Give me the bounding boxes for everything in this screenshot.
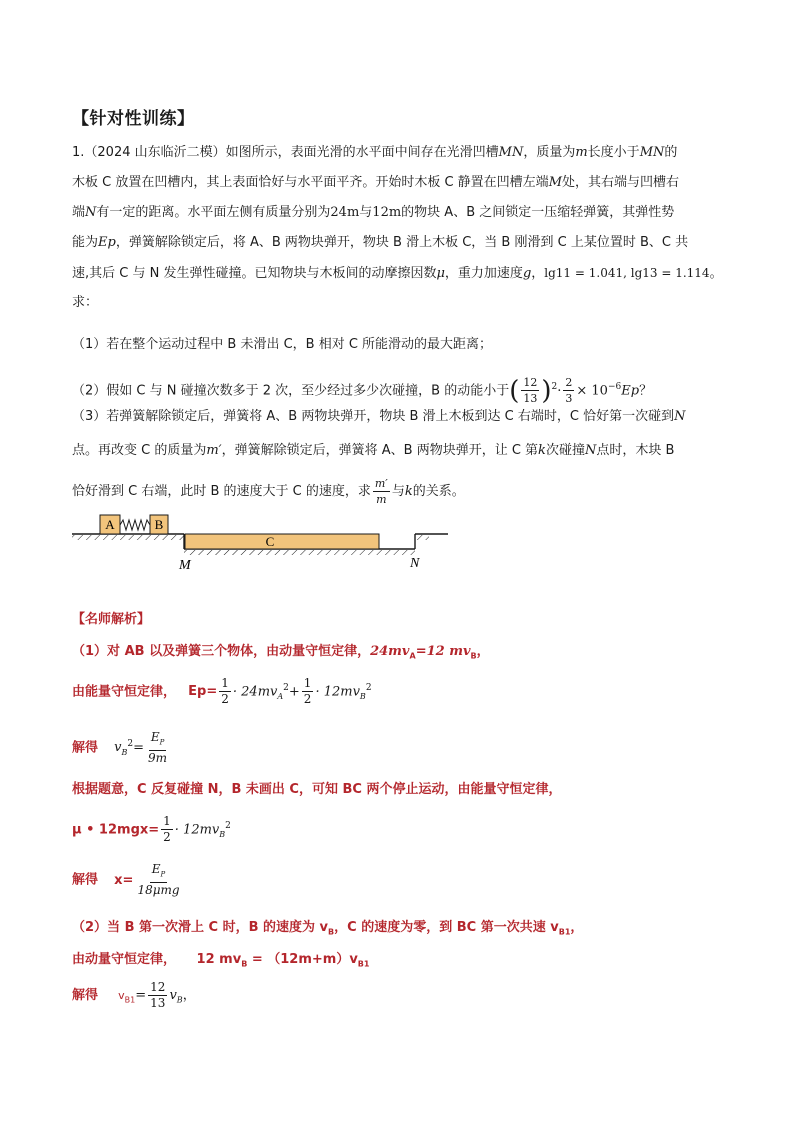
physics-diagram: [70, 505, 460, 575]
problem-line-4: [72, 228, 732, 258]
text: x=: [114, 872, 134, 888]
text: 长度小于: [587, 145, 640, 160]
num: 12: [523, 376, 538, 390]
math-12m: 12m: [372, 205, 402, 220]
board-C: [185, 534, 379, 549]
problem-number: 1.: [72, 145, 85, 160]
math-N: N: [584, 443, 597, 458]
text: （2）当 B 第一次滑上 C 时，B 的速度为 v: [72, 920, 329, 935]
den: 18μmg: [137, 883, 180, 898]
sup: 2: [283, 683, 289, 693]
text: 点时，木块 B: [596, 443, 675, 458]
text: 由能量守恒定律，: [72, 684, 177, 700]
plus: +: [288, 684, 300, 700]
text: 12 mv: [196, 952, 242, 967]
text: 与: [359, 205, 373, 220]
problem-line-2: [72, 168, 732, 198]
sub: A: [409, 651, 416, 661]
sub: B: [176, 995, 183, 1005]
num: 1: [221, 676, 229, 691]
sub: B: [219, 829, 226, 839]
num: m′: [374, 477, 388, 490]
question-3-line-3: [72, 476, 732, 507]
solution-line-8: [72, 945, 732, 980]
text: 的: [664, 145, 678, 160]
den: 2: [303, 692, 312, 707]
sub: B: [328, 927, 335, 937]
exp: −6: [607, 382, 622, 392]
num: 2: [565, 376, 573, 390]
solution-line-5: [72, 808, 732, 853]
math-mprime: m′: [206, 443, 222, 458]
sup: 2: [365, 683, 372, 693]
sub: A: [277, 691, 284, 701]
board-C-label: C: [265, 534, 275, 549]
sub: B1: [124, 995, 136, 1005]
math: 24mv: [370, 644, 410, 659]
text: 解得: [72, 872, 99, 888]
text: 点。再改变 C 的质量为: [72, 443, 207, 458]
question-1: （1）若在整个运动过程中 B 未滑出 C，B 相对 C 所能滑动的最大距离；: [72, 337, 493, 352]
text: ，质量为: [523, 145, 576, 160]
left-hatch: [72, 535, 184, 540]
frac-mprime-m: [373, 476, 390, 507]
math: · 12mv: [174, 822, 220, 838]
math-k: k: [538, 443, 546, 458]
text: 速,其后 C 与 N 发生弹性碰撞。已知物块与木板间的动摩擦因数: [72, 266, 437, 281]
text: ，: [182, 988, 196, 1003]
math-mu: μ: [436, 266, 445, 281]
frac-half: [219, 676, 231, 707]
label-M: M: [179, 558, 191, 573]
solution-line-3: 解得 $v_B^2=$ $\frac{E_P}{9m}$: [72, 729, 168, 766]
text: 木板 C 放置在凹槽内，其上表面恰好与水平面平齐。开始时木板 C 静置在凹槽左端: [72, 175, 549, 190]
text: 处，其右端与凹槽右: [562, 175, 680, 190]
math-Ep: Ep: [98, 235, 116, 250]
right-hatch: [415, 535, 429, 540]
text: 次碰撞: [545, 443, 585, 458]
den: m: [376, 493, 387, 506]
num: 1: [303, 676, 312, 691]
text: 如图所示，表面光滑的水平面中间存在光滑凹槽: [225, 145, 499, 160]
math-g: g: [522, 266, 532, 281]
math: · 24mv: [232, 684, 278, 700]
math-Ep: Ep: [621, 383, 640, 399]
frac-half: [161, 814, 173, 845]
frac-12-13: [148, 980, 167, 1011]
math-MN: MN: [498, 145, 524, 160]
math-v: v: [118, 989, 125, 1002]
text: 与: [391, 484, 405, 499]
num: 12: [150, 980, 166, 994]
groove-hatch: [184, 550, 415, 555]
solution-line-9: 解得 $v_{B1}=$ $\frac{12}{13}$ $v_B$，: [72, 980, 196, 1010]
question-3-line-1: [72, 402, 732, 432]
math-v: v: [114, 740, 122, 756]
spring: [120, 520, 150, 530]
text: Ep=: [188, 684, 218, 700]
text: × 10: [576, 383, 608, 399]
den: 2: [221, 692, 229, 707]
text: ，C 的速度为零，到 BC 第一次共速 v: [334, 920, 559, 935]
sup: 2: [127, 739, 134, 749]
num: $E_P$: [150, 862, 167, 883]
text: 解得: [72, 740, 99, 756]
num: $E_P$: [149, 730, 166, 751]
den: 13: [523, 392, 538, 406]
label-N: N: [410, 556, 420, 571]
text: μ • 12mgx=: [72, 822, 160, 838]
text: = （12m+m）v: [247, 952, 358, 967]
block-B-label: B: [154, 517, 164, 532]
problem-line-6: 求：: [72, 295, 99, 310]
solution-header: 【名师解析】: [72, 612, 151, 627]
math-N: N: [674, 409, 686, 424]
paren: (: [509, 375, 520, 406]
text: （1）对 AB 以及弹簧三个物体，由动量守恒定律，: [72, 644, 371, 659]
math-M: M: [548, 175, 562, 190]
sup: 2: [225, 821, 231, 831]
frac-Ep-18umg: [135, 862, 181, 898]
section-title: 【针对性训练】: [72, 109, 195, 129]
frac-half: [302, 676, 314, 707]
dot: ·: [557, 383, 562, 399]
math-k: k: [404, 484, 413, 499]
text: 。: [709, 266, 723, 281]
text: ，: [531, 266, 545, 281]
math-m: m: [575, 145, 588, 160]
sub: B: [241, 959, 248, 969]
frac-Ep-9m: [146, 730, 169, 766]
solution-line-4: 根据题意，C 反复碰撞 N，B 未画出 C，可知 BC 两个停止运动，由能量守恒定律，: [72, 782, 562, 797]
text: 的物块 A、B 之间锁定一压缩轻弹簧，其弹性势: [401, 205, 675, 220]
text: 恰好滑到 C 右端，此时 B 的速度大于 C 的速度，求: [72, 484, 371, 499]
text: ，: [476, 644, 490, 659]
problem-line-5: [72, 258, 732, 289]
math-v: v: [169, 988, 177, 1003]
den: 3: [565, 392, 573, 406]
E: E: [151, 862, 161, 876]
sub: B1: [357, 959, 370, 969]
text: 能为: [72, 235, 99, 250]
paren: ): [541, 375, 552, 406]
block-A-label: A: [105, 517, 115, 532]
text: ，重力加速度: [444, 266, 523, 281]
problem-line-1: [72, 138, 732, 168]
num: 1: [163, 814, 171, 829]
text: （2）假如 C 与 N 碰撞次数多于 2 次，至少经过多少次碰撞，B 的动能小于: [72, 383, 510, 399]
sub: B1: [558, 927, 571, 937]
text: ，: [570, 920, 584, 935]
text: ，弹簧解除锁定后，将 A、B 两物块弹开，物块 B 滑上木板 C，当 B 刚滑到 C 上某位置时 B、C 共: [115, 235, 689, 250]
solution-line-1: [72, 637, 732, 672]
text: 有一定的距离。水平面左侧有质量分别为: [96, 205, 331, 220]
den: 9m: [148, 751, 168, 766]
den: 13: [150, 996, 166, 1010]
math-N: N: [85, 205, 97, 220]
text: 端: [72, 205, 86, 220]
text: 解得: [72, 988, 99, 1003]
problem-line-3: [72, 198, 732, 228]
solution-line-6: [72, 862, 732, 899]
solution-line-2: [72, 670, 732, 715]
text: ？: [639, 383, 653, 399]
text: 由动量守恒定律，: [72, 952, 177, 967]
math-24m: 24m: [330, 205, 360, 220]
sub: B: [470, 651, 477, 661]
math-MN: MN: [639, 145, 665, 160]
solution-line-7: [72, 913, 732, 948]
text: 的关系。: [412, 484, 465, 499]
math-lg: lg11 = 1.041, lg13 = 1.114: [544, 266, 710, 280]
exp: 2: [551, 382, 558, 392]
E: E: [150, 729, 160, 744]
math: =12 mv: [415, 644, 471, 659]
text: （3）若弹簧解除锁定后，弹簧将 A、B 两物块弹开，物块 B 滑上木板到达 C 右端时，C 恰好第一次碰到: [72, 409, 675, 424]
den: 2: [163, 830, 171, 845]
text: ，弹簧解除锁定后，弹簧将 A、B 两物块弹开，让 C 第: [221, 443, 539, 458]
sub: B: [359, 691, 366, 701]
problem-source: （2024 山东临沂二模）: [84, 145, 226, 160]
sub: B: [121, 747, 128, 757]
question-3-line-2: [72, 436, 732, 466]
math: · 12mv: [315, 684, 360, 700]
